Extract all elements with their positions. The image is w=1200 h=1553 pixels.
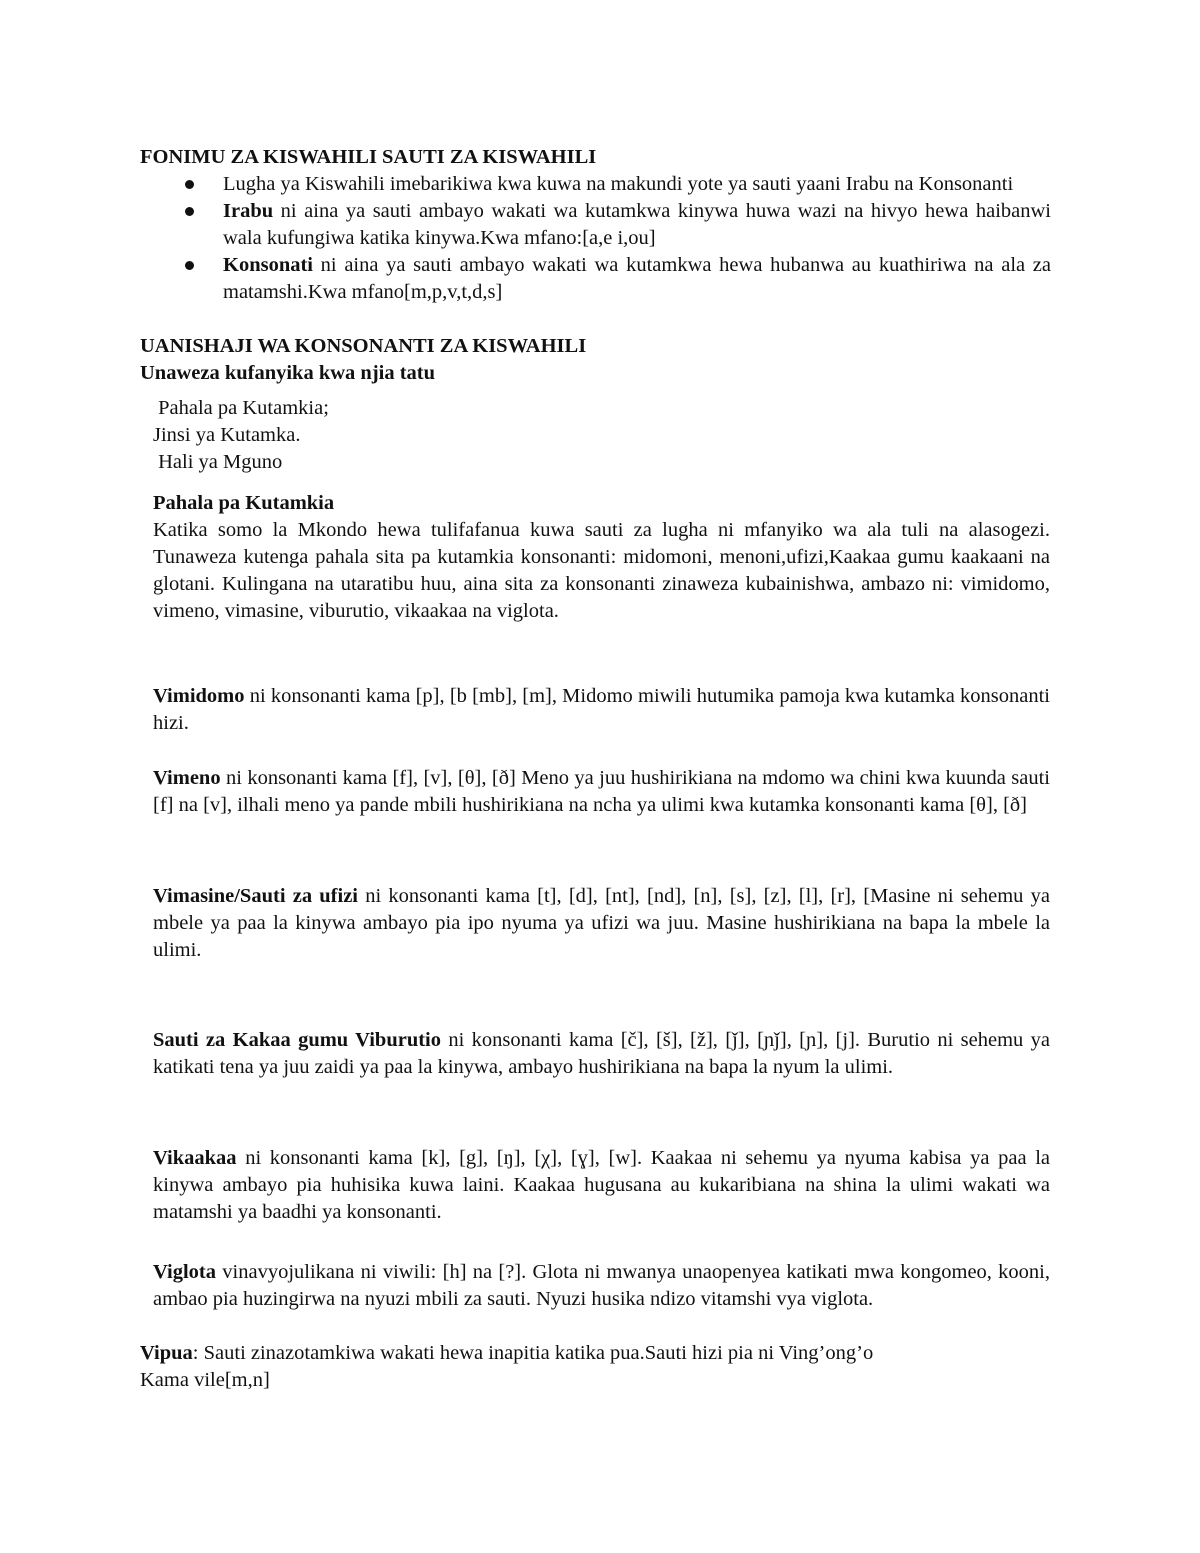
sub-heading: Unaweza kufanyika kwa njia tatu — [140, 362, 436, 384]
way-item-1: Pahala pa Kutamkia; — [153, 397, 329, 419]
paragraph-vikaakaa — [153, 1145, 1050, 1226]
paragraph-vimasine — [153, 883, 1050, 964]
paragraph-vimidomo — [153, 683, 1050, 737]
bullet-dot-icon — [185, 180, 194, 189]
paragraph-viburutio — [153, 1027, 1050, 1081]
bullet-item-irabu — [185, 198, 1051, 252]
paragraph-text: ni konsonanti kama [t], [d], [nt], [nd], [n], [s], [z], [l], [r], [Masine ni sehemu ya mbele ya paa la kinywa ambayo pia ipo nyuma ya ufizi wa juu. Masine hushirikiana na bapa la mbele la ulimi. — [153, 885, 1050, 961]
paragraph-viglota — [153, 1259, 1050, 1313]
paragraph-text: ni konsonanti kama [č], [š], [ž], [ǰ], [ɲǰ], [ɲ], [j]. Burutio ni sehemu ya katikati tena ya juu zaidi ya paa la kinywa, ambayo hushirikiana na bapa la nyum la ulimi. — [153, 1029, 1050, 1078]
bullet-term: Konsonati — [223, 254, 313, 276]
paragraph-vimeno — [153, 765, 1050, 819]
paragraph-text: vinavyojulikana ni viwili: [h] na [?]. Glota ni mwanya unaopenyea katikati mwa kongomeo, kooni, ambao pia huzingirwa na nyuzi mbili za sauti. Nyuzi husika ndizo vitamshi vya viglota. — [153, 1261, 1050, 1310]
paragraph-text: ni konsonanti kama [k], [g], [ŋ], [χ], [ɣ], [w]. Kaakaa ni sehemu ya nyuma kabisa ya paa la kinywa ambayo pia huhisika kuwa laini. Kaakaa hugusana au kukaribiana na shina la ulimi wakati wa matamshi ya baadhi ya konsonanti. — [153, 1147, 1050, 1223]
bullet-text: ni aina ya sauti ambayo wakati wa kutamkwa kinywa huwa wazi na hivyo hewa haibanwi wala kufungiwa katika kinywa.Kwa mfano:[a,e i,ou] — [223, 200, 1051, 249]
bullet-dot-icon — [185, 261, 194, 270]
term-vipua: Vipua — [140, 1342, 193, 1364]
page-title: FONIMU ZA KISWAHILI SAUTI ZA KISWAHILI — [140, 146, 597, 168]
section-title: Pahala pa Kutamkia — [153, 492, 335, 514]
term-vimeno: Vimeno — [153, 767, 221, 789]
term-viglota: Viglota — [153, 1261, 217, 1283]
term-viburutio: Sauti za Kakaa gumu Viburutio — [153, 1029, 441, 1051]
bullet-dot-icon — [185, 207, 194, 216]
bullet-text: ni aina ya sauti ambayo wakati wa kutamkwa hewa hubanwa au kuathiriwa na ala za matamshi.Kwa mfano[m,p,v,t,d,s] — [223, 254, 1051, 303]
term-vimasine: Vimasine/Sauti za ufizi — [153, 885, 358, 907]
paragraph-vipua — [140, 1340, 1060, 1367]
bullet-text: Lugha ya Kiswahili imebarikiwa kwa kuwa na makundi yote ya sauti yaani Irabu na Konsonanti — [223, 173, 1014, 195]
term-vimidomo: Vimidomo — [153, 685, 245, 707]
term-vikaakaa: Vikaakaa — [153, 1147, 237, 1169]
way-item-3: Hali ya Mguno — [153, 451, 283, 473]
bullet-term: Irabu — [223, 200, 274, 222]
paragraph-text: ni konsonanti kama [f], [v], [θ], [ð] Meno ya juu hushirikiana na mdomo wa chini kwa kuunda sauti [f] na [v], ilhali meno ya pande mbili hushirikiana na ncha ya ulimi kwa kutamka konsonanti kama [θ], [ð] — [153, 767, 1050, 816]
way-item-2: Jinsi ya Kutamka. — [153, 424, 301, 446]
section-heading: UANISHAJI WA KONSONANTI ZA KISWAHILI — [140, 335, 587, 357]
bullet-item-1 — [185, 171, 1051, 198]
paragraph-text: : Sauti zinazotamkiwa wakati hewa inapitia katika pua.Sauti hizi pia ni Ving’ong’o — [192, 1342, 874, 1364]
paragraph-text: ni konsonanti kama [p], [b [mb], [m], Midomo miwili hutumika pamoja kwa kutamka konsonanti hizi. — [153, 685, 1050, 734]
section-intro: Katika somo la Mkondo hewa tulifafanua kuwa sauti za lugha ni mfanyiko wa ala tuli na alasogezi. Tunaweza kutenga pahala sita pa kutamkia konsonanti: midomoni, menoni,ufizi,Kaakaa gumu kaakaani na glotani. Kulingana na utaratibu huu, aina sita za konsonanti zinaweza kubainishwa, ambazo ni: vimidomo, vimeno, vimasine, viburutio, vikaakaa na viglota. — [153, 519, 1050, 622]
bullet-item-konsonati — [185, 252, 1051, 306]
paragraph-vipua-line-2: Kama vile[m,n] — [140, 1369, 270, 1391]
bullet-list — [185, 171, 1051, 306]
